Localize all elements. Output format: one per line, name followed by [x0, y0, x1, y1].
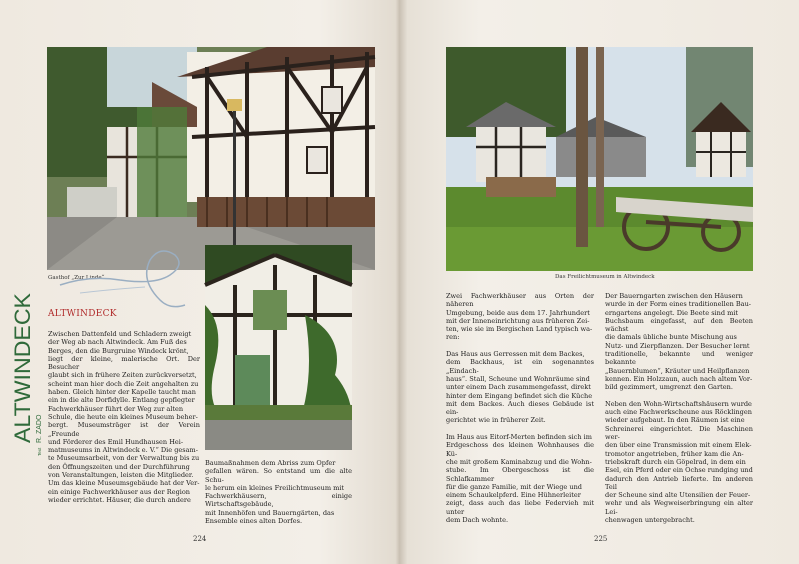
text-line: dem Backhaus, ist ein sogenanntes „Eindach-: [446, 358, 594, 375]
text-line: dadurch den Antrieb lieferte. Im anderen Teil: [605, 474, 753, 491]
text-line: triebskraft durch ein Göpelrad, in dem ein: [605, 457, 746, 466]
text-line: ein einige Fachwerkhäuser aus der Region: [48, 487, 191, 496]
text-line: liegt der kleine, malerische Ort. Der Besucher: [48, 354, 200, 372]
text-line: den über eine Transmission mit einem Elek-: [605, 441, 752, 450]
text-line: Das Haus aus Gerressen mit dem Backes,: [446, 350, 585, 359]
text-line: wieder errichtet. Häuser, die durch andere: [48, 495, 191, 504]
photo-caption-left: Gasthof „Zur Linde“: [48, 275, 105, 281]
text-line: ten, wie sie im Bergischen Land typisch wa-: [446, 325, 593, 334]
text-column-1: [48, 330, 200, 504]
text-line: die damals übliche bunte Mischung aus: [605, 333, 737, 342]
vertical-title-text: ALTWINDECK: [10, 300, 35, 443]
text-line: dem Dach wohnte.: [446, 516, 509, 525]
paragraph: [446, 292, 594, 342]
text-line: Berges, den die Burgruine Windeck krönt,: [48, 346, 189, 355]
vertical-author: R. ZADO: [36, 414, 43, 443]
text-line: einem Schaukelpferd. Eine Hühnerleiter: [446, 491, 581, 500]
text-line: zeigt, dass auch das liebe Federvieh mit unter: [446, 499, 594, 516]
text-line: mit Innenhöfen und Bauerngärten, das: [205, 508, 335, 517]
text-line: den Öffnungszeiten und der Durchführung: [48, 462, 190, 471]
text-line: scheint man hier doch die Zeit angehalten zu: [48, 379, 199, 388]
text-line: Baumaßnahmen dem Abriss zum Opfer: [205, 459, 336, 467]
text-line: Fachwerkhäuser führt der Weg zur alten: [48, 404, 184, 413]
text-line: Buchsbaum eingefasst, auf den Beeten wächst: [605, 316, 753, 334]
text-line: erngartens angelegt. Die Beete sind mit: [605, 308, 739, 317]
text-line: le herum ein kleines Freilichtmuseum mit: [205, 483, 345, 492]
text-line: Ensemble eines alten Dorfes.: [205, 517, 303, 526]
text-line: der Weg ab nach Altwindeck. Am Fuß des: [48, 338, 187, 347]
text-line: haus“. Stall, Scheune und Wohnräume sind: [446, 374, 590, 383]
text-line: auch eine Fachwerkscheune aus Röcklingen: [605, 408, 752, 417]
text-line: und Förderer des Emil Hundhausen Hei-: [48, 437, 184, 446]
text-line: traditionelle, bekannte und weniger bekannte: [605, 350, 753, 367]
text-line: kennen. Ein Holzzaun, auch nach altem Vor-: [605, 374, 753, 383]
page-number-left: 224: [193, 535, 207, 543]
text-line: ein in die alte Dorfidylle. Entlang gepflegter: [48, 396, 195, 405]
text-line: Esel, ein Pferd oder ein Ochse rundging und: [605, 466, 753, 475]
paragraph: [446, 433, 594, 524]
photo-caption-right: Das Freilichtmuseum in Altwindeck: [555, 274, 655, 280]
text-line: Neben den Wohn-Wirtschaftshäusern wurde: [605, 399, 752, 408]
text-line: che mit großem Kaminabzug und die Wohn-: [446, 457, 592, 466]
text-line: Fachwerkhäusern, einige Wirtschaftsgebäude,: [205, 492, 352, 509]
section-heading: ALTWINDECK: [48, 309, 117, 319]
text-line: mit dem Backes. Auch dieses Gebäude ist ein-: [446, 399, 594, 417]
page-number-right: 225: [594, 535, 608, 543]
vertical-author-prefix: Text: [37, 447, 42, 456]
text-line: Erdgeschoss des kleinen Wohnhauses die Kü-: [446, 441, 594, 458]
text-line: Der Bauerngarten zwischen den Häusern: [605, 292, 743, 300]
text-line: glaubt sich in frühere Zeiten zurückversetzt,: [48, 371, 197, 380]
photo-village-street: [47, 47, 375, 270]
text-column-4: [605, 292, 753, 533]
text-line: gefallen wären. So entstand um die alte Schu-: [205, 467, 352, 484]
text-line: bild gezimmert, umgrenzt den Garten.: [605, 383, 733, 392]
text-line: wieder aufgebaut. In den Räumen ist eine: [605, 416, 745, 425]
text-line: te Museumsarbeit, von der Verwaltung bis zu: [48, 454, 200, 463]
text-line: der Scheune sind alte Utensilien der Feuer-: [605, 491, 751, 500]
paragraph: [605, 400, 753, 524]
text-line: Umgebung, beide aus dem 17. Jahrhundert: [446, 308, 590, 317]
text-line: Im Haus aus Eitorf-Merten befinden sich im: [446, 433, 592, 442]
paragraph: [605, 292, 753, 392]
text-line: mit der Inneneinrichtung aus früheren Zei-: [446, 316, 590, 325]
text-line: ren:: [446, 333, 460, 342]
photo-vine-house: [205, 245, 352, 450]
text-line: Nutz- und Zierpflanzen. Der Besucher lernt: [605, 341, 750, 350]
text-line: Zwischen Dattenfeld und Schladern zweigt: [48, 330, 192, 338]
text-column-2: [205, 459, 352, 525]
text-line: „Bauernblumen“, Kräuter und Heilpflanzen: [605, 366, 750, 375]
vertical-title: [4, 288, 44, 456]
text-line: tromotor angetrieben, früher kam die An-: [605, 449, 744, 458]
text-column-3: [446, 292, 594, 533]
text-line: matmuseums in Altwindeck e. V.“ Die gesam-: [48, 446, 198, 455]
paragraph: [446, 350, 594, 425]
text-line: Um das kleine Museumsgebäude hat der Ver-: [48, 479, 200, 488]
decorative-swirl: [60, 245, 190, 315]
photo-open-air-museum: [446, 47, 753, 271]
text-line: Schule, die heute ein kleines Museum beher-: [48, 412, 198, 421]
text-line: bergt. Museumsträger ist der Verein „Freunde: [48, 421, 200, 438]
text-line: hinter dem Eingang befindet sich die Küche: [446, 391, 593, 400]
text-line: chenwagen untergebracht.: [605, 516, 695, 525]
text-line: haben. Gleich hinter der Kapelle taucht man: [48, 388, 197, 397]
text-line: für die ganze Familie, mit der Wiege und: [446, 482, 582, 491]
text-line: Schreinerei eingerichtet. Die Maschinen wer-: [605, 424, 753, 442]
text-line: wehr und als Wegweiserbringung ein alter Lei-: [605, 499, 753, 516]
text-line: wurde in der Form eines traditionellen Bau-: [605, 300, 752, 309]
text-line: von Veranstaltungen, leisten die Mitglieder.: [48, 471, 194, 480]
text-line: stube. Im Obergeschoss ist die Schlafkammer: [446, 466, 594, 483]
text-line: Zwei Fachwerkhäuser aus Orten der näheren: [446, 292, 594, 309]
text-line: unter einem Dach zusammengefasst, direkt: [446, 383, 591, 392]
text-line: gerichtet wie in früherer Zeit.: [446, 416, 546, 425]
